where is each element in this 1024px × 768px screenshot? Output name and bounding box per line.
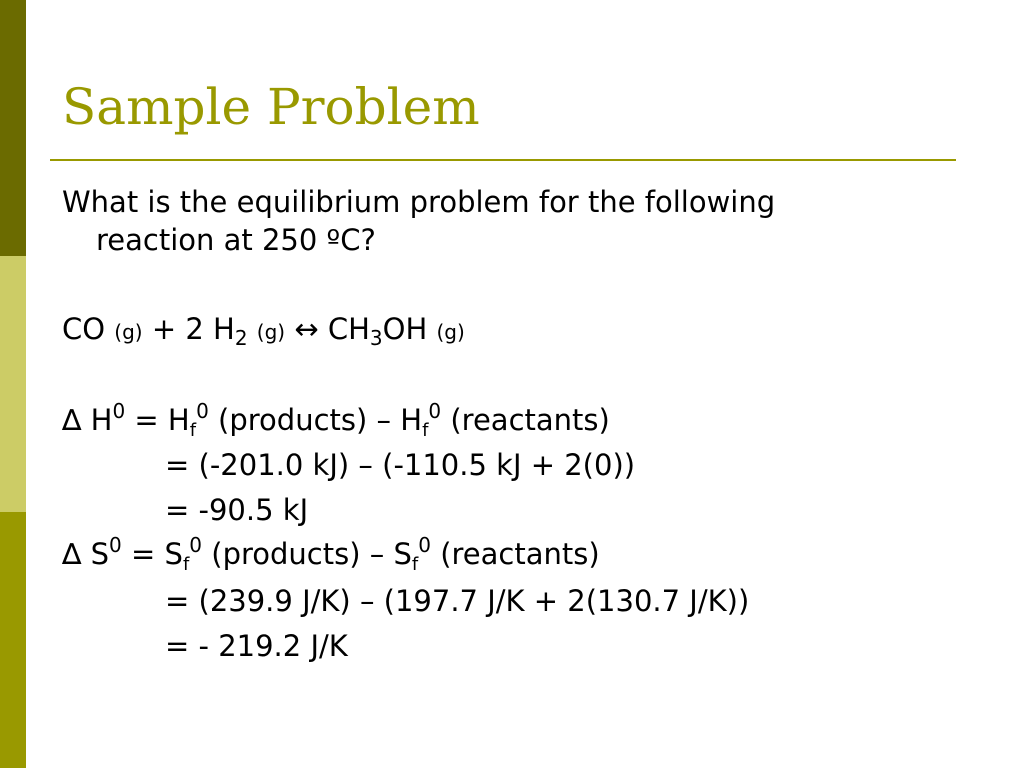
enthalpy-equation	[62, 399, 610, 441]
standard-superscript: 0	[189, 533, 203, 557]
h2-subscript: 2	[234, 326, 248, 350]
reactant-co-state: (g)	[114, 320, 143, 344]
products-label: (products) –	[211, 537, 385, 571]
entropy-symbol-reactants: S	[393, 537, 412, 571]
sidebar-band-middle	[0, 256, 26, 512]
product-ch3oh-state: (g)	[436, 320, 465, 344]
ch3oh-subscript: 3	[369, 326, 383, 350]
formation-subscript: f	[189, 420, 197, 441]
question-line-1: What is the equilibrium problem for the following	[62, 185, 776, 219]
enthalpy-symbol: H	[90, 403, 113, 437]
question-line-2: reaction at 250 ºC?	[96, 223, 376, 257]
equilibrium-arrow: ↔	[294, 312, 319, 346]
formation-subscript: f	[422, 420, 429, 441]
entropy-step-1: = (239.9 J/K) – (197.7 J/K + 2(130.7 J/K))	[165, 584, 750, 618]
standard-superscript: 0	[109, 533, 122, 557]
equals-sign: =	[134, 403, 159, 437]
reactants-label: (reactants)	[450, 403, 610, 437]
reactants-label: (reactants)	[440, 537, 600, 571]
reaction-equation	[62, 312, 465, 350]
standard-superscript: 0	[428, 399, 442, 423]
enthalpy-step-1: = (-201.0 kJ) – (-110.5 kJ + 2(0))	[165, 448, 636, 482]
entropy-result: = - 219.2 J/K	[165, 629, 348, 663]
enthalpy-symbol-products: H	[167, 403, 190, 437]
delta-symbol: ∆	[62, 403, 82, 437]
standard-superscript: 0	[196, 399, 209, 423]
standard-superscript: 0	[418, 533, 431, 557]
entropy-symbol: S	[90, 537, 110, 571]
title-divider	[50, 159, 956, 161]
reactant-co: CO	[62, 312, 106, 346]
equals-sign: =	[131, 537, 156, 571]
product-ch3oh-part1: CH	[327, 312, 370, 346]
enthalpy-result: = -90.5 kJ	[165, 493, 309, 527]
entropy-equation	[62, 533, 600, 575]
entropy-symbol-products: S	[164, 537, 183, 571]
formation-subscript: f	[411, 554, 419, 575]
formation-subscript: f	[182, 554, 190, 575]
standard-superscript: 0	[112, 399, 126, 423]
product-ch3oh-part2: OH	[382, 312, 428, 346]
sidebar-band-bottom	[0, 512, 26, 768]
reactant-h2: + 2 H	[151, 312, 235, 346]
enthalpy-symbol-reactants: H	[400, 403, 423, 437]
sidebar-band-top	[0, 0, 26, 256]
reactant-h2-state: (g)	[256, 320, 286, 344]
products-label: (products) –	[218, 403, 392, 437]
delta-symbol: ∆	[62, 537, 82, 571]
slide-title: Sample Problem	[62, 78, 480, 136]
